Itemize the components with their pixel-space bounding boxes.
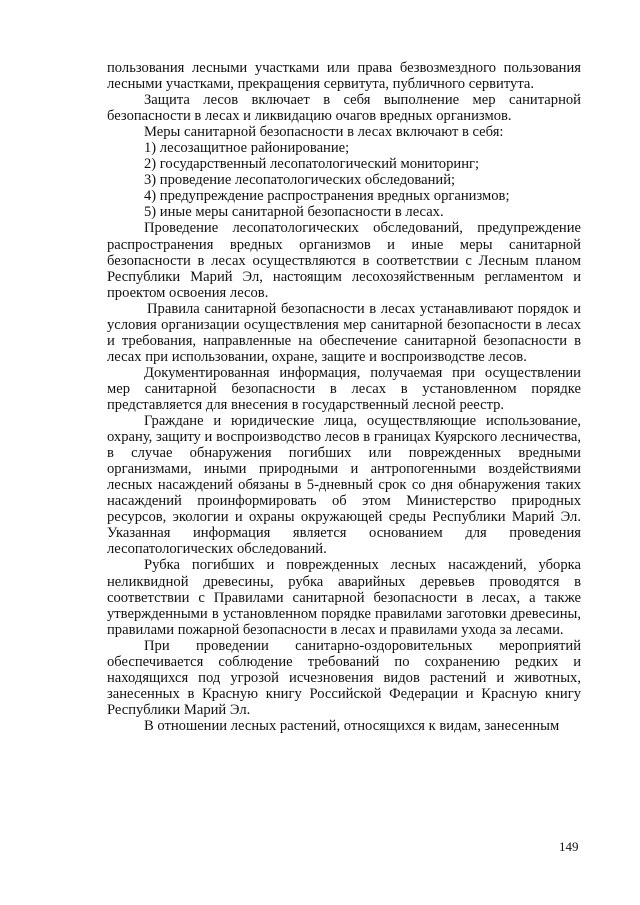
list-item-prevention: 4) предупреждение распространения вредных организмов;	[144, 188, 510, 205]
paragraph-documented-info: Документированная информация, получаемая при осуществлении мер санитарной безопасности в лесах в установленном порядке представляется для внесения в государственный лесной реестр.	[107, 364, 581, 413]
document-body	[107, 60, 581, 734]
paragraph-rare-species: При проведении санитарно-оздоровительных мероприятий обеспечивается соблюдение требований по сохранению редких и находящихся под угрозой исчезновения видов растений и животных, занесенных в Красную книгу Российской Федерации и Красную книгу Республики Марий Эл.	[107, 637, 581, 718]
list-item-monitoring: 2) государственный лесопатологический мониторинг;	[144, 156, 480, 173]
list-item-zoning: 1) лесозащитное районирование;	[144, 140, 350, 157]
page-number: 149	[559, 839, 579, 854]
paragraph-forest-protection: Защита лесов включает в себя выполнение мер санитарной безопасности в лесах и ликвидацию очагов вредных организмов.	[107, 92, 581, 125]
paragraph-surveys-conduct: Проведение лесопатологических обследований, предупреждение распространения вредных организмов и иные меры санитарной безопасности в лесах осуществляются в соответствии с Лесным планом Республики Марий Эл, настоящим лесохозяйственным регламентом и проектом освоения лесов.	[107, 220, 581, 301]
list-item-surveys: 3) проведение лесопатологических обследований;	[144, 172, 456, 189]
paragraph-sanitary-rules: Правила санитарной безопасности в лесах устанавливают порядок и условия организации осуществления мер санитарной безопасности в лесах и требования, направленные на обеспечение санитарной безопасности в лесах при использовании, охране, защите и воспроизводстве лесов.	[107, 300, 581, 365]
paragraph-forest-plants: В отношении лесных растений, относящихся к видам, занесенным	[144, 717, 560, 734]
paragraph-citizens-duty: Граждане и юридические лица, осуществляющие использование, охрану, защиту и воспроизводство лесов в границах Куярского лесничества, в случае обнаружения погибших или поврежденных вредными организмами, иными природными и антропогенными воздействиями лесных насаждений обязаны в 5-дневный срок со дня обнаружения таких насаждений проинформировать об этом Министерство природных ресурсов, экологии и охраны окружающей среды Республики Марий Эл. Указанная информация является основанием для проведения лесопатологических обследований.	[107, 413, 581, 558]
list-item-other-measures: 5) иные меры санитарной безопасности в лесах.	[144, 204, 444, 221]
paragraph-felling: Рубка погибших и поврежденных лесных насаждений, уборка неликвидной древесины, рубка аварийных деревьев проводятся в соответствии с Правилами санитарной безопасности в лесах, а также утвержденными в установленном порядке правилами заготовки древесины, правилами пожарной безопасности в лесах и правилами ухода за лесами.	[107, 557, 581, 638]
paragraph-measures-intro: Меры санитарной безопасности в лесах включают в себя:	[144, 124, 504, 141]
paragraph-continuation: пользования лесными участками или права безвозмездного пользования лесными участками, прекращения сервитута, публичного сервитута.	[107, 60, 581, 93]
